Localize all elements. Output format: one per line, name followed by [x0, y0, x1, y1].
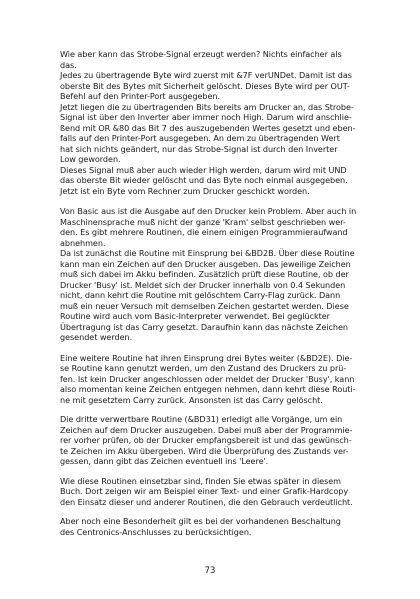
paragraph-routine-bd2b — [60, 248, 385, 343]
text-line: hat sich nichts geändert, nur das Strobe-Signal ist durch den Inverter — [60, 143, 338, 154]
paragraph-routine-bd2e — [60, 353, 385, 406]
text-line: te Zeichen im Akku übergeben. Wird die Überprüfung des Zustands ver- — [60, 445, 349, 456]
paragraph-and-7f — [60, 70, 385, 102]
text-line: rer vorher prüfen, ob der Drucker empfangsbereit ist und das gewünsch- — [60, 435, 352, 445]
text-line: Befehl auf den Printer-Port ausgegeben. — [60, 91, 220, 101]
text-line: kann man ein Zeichen auf den Drucker ausgeben. Das jeweilige Zeichen — [60, 258, 351, 269]
text-line: Routine wird auch vom Basic-Interpreter verwendet. Bei geglückter — [60, 311, 330, 321]
text-line: den Einsatz dieser und anderer Routinen, die den Gebrauch verdeutlicht. — [60, 496, 353, 507]
text-line: ne mit gesetztem Carry zurück. Ansonsten ist das Carry gelöscht. — [60, 394, 323, 405]
text-line: des Centronics-Anschlusses zu berücksichtigen. — [60, 526, 252, 537]
text-line: Da ist zunächst die Routine mit Einsprung bei &BD2B. Über diese Routine — [60, 248, 355, 258]
text-line: Jetzt liegen die zu übertragenden Bits bereits am Drucker an, das Strobe- — [60, 101, 354, 112]
text-line: falls auf den Printer-Port ausgegeben. An dem zu übertragenden Wert — [60, 133, 340, 143]
text-line: Wie diese Routinen einsetzbar sind, finden Sie etwas später in diesem — [60, 475, 342, 486]
text-line: Maschinensprache muß nicht der ganze 'Kram' selbst geschrieben wer- — [60, 216, 346, 227]
text-line: das. — [60, 59, 77, 70]
paragraph-hardcopy-reference — [60, 476, 385, 508]
paragraph-routine-bd31 — [60, 414, 385, 467]
text-line: Die dritte verwertbare Routine (&BD31) erledigt alle Vorgänge, um ein — [60, 414, 343, 424]
text-line: Low geworden. — [60, 154, 121, 164]
text-line: Wie aber kann das Strobe-Signal erzeugt werden? Nichts einfacher als — [60, 49, 342, 59]
text-line: Zeichen auf dem Drucker auszugeben. Dabei muß aber der Programmie- — [60, 424, 353, 435]
text-line: Aber noch eine Besonderheit gilt es bei der vorhandenen Beschaltung — [60, 516, 341, 526]
paragraph-centronics-note — [60, 516, 385, 537]
text-line: Signal ist über den Inverter aber immer noch High. Darum wird anschlie- — [60, 112, 352, 122]
text-line: Dieses Signal muß aber auch wieder High werden, darum wird mit UND — [60, 164, 347, 175]
text-line: muß sich dabei im Akku befinden. Zusätzlich prüft diese Routine, ob der — [60, 269, 349, 279]
paragraph-basic-output — [60, 206, 385, 248]
text-line: gessen, dann gibt das Zeichen eventuell ins 'Leere'. — [60, 456, 269, 466]
text-line: oberste Bit des Bytes mit Sicherheit gelöscht. Dieses Byte wird per OUT- — [60, 80, 350, 91]
text-line: das oberste Bit wieder gelöscht und das Byte noch einmal ausgegeben. — [60, 175, 348, 185]
text-line: gesendet werden. — [60, 332, 133, 342]
book-page-text — [60, 49, 385, 537]
text-line: also momentan keine Zeichen entgegen nehmen, dann kehrt diese Routi- — [60, 384, 356, 394]
paragraph-strobe-question — [60, 49, 385, 70]
text-line: Drucker 'Busy' ist. Meldet sich der Drucker innerhalb von 0.4 Sekunden — [60, 279, 346, 290]
paragraph-or-80 — [60, 102, 385, 165]
text-line: Jetzt ist ein Byte vom Rechner zum Drucker geschickt worden. — [60, 185, 310, 196]
text-line: muß ein neuer Versuch mit demselben Zeichen gestartet werden. Diese — [60, 300, 349, 311]
text-line: fen. Ist kein Drucker angeschlossen oder meldet der Drucker 'Busy', kann — [60, 373, 355, 384]
text-line: den. Es gibt mehrere Routinen, die einem einigen Programmieraufwand — [60, 227, 348, 237]
text-line: abnehmen. — [60, 237, 106, 248]
text-line: Übertragung ist das Carry gesetzt. Daraufhin kann das nächste Zeichen — [60, 321, 348, 332]
text-line: Buch. Dort zeigen wir am Beispiel einer Text- und einer Grafik-Hardcopy — [60, 486, 349, 496]
text-line: ßend mit OR &80 das Bit 7 des auszugebenden Wertes gesetzt und eben- — [60, 122, 356, 133]
text-line: nicht, dann kehrt die Routine mit gelöschtem Carry-Flag zurück. Dann — [60, 290, 341, 300]
text-line: Von Basic aus ist die Ausgabe auf den Drucker kein Problem. Aber auch in — [60, 206, 357, 216]
text-line: Eine weitere Routine hat ihren Einsprung drei Bytes weiter (&BD2E). Die- — [60, 352, 353, 363]
text-line: se Routine kann genutzt werden, um den Zustand des Druckers zu prü- — [60, 363, 347, 373]
paragraph-signal-high — [60, 165, 385, 197]
text-line: Jedes zu übertragende Byte wird zuerst mit &7F verUNDet. Damit ist das — [60, 70, 352, 80]
page-number: 73 — [204, 566, 216, 576]
